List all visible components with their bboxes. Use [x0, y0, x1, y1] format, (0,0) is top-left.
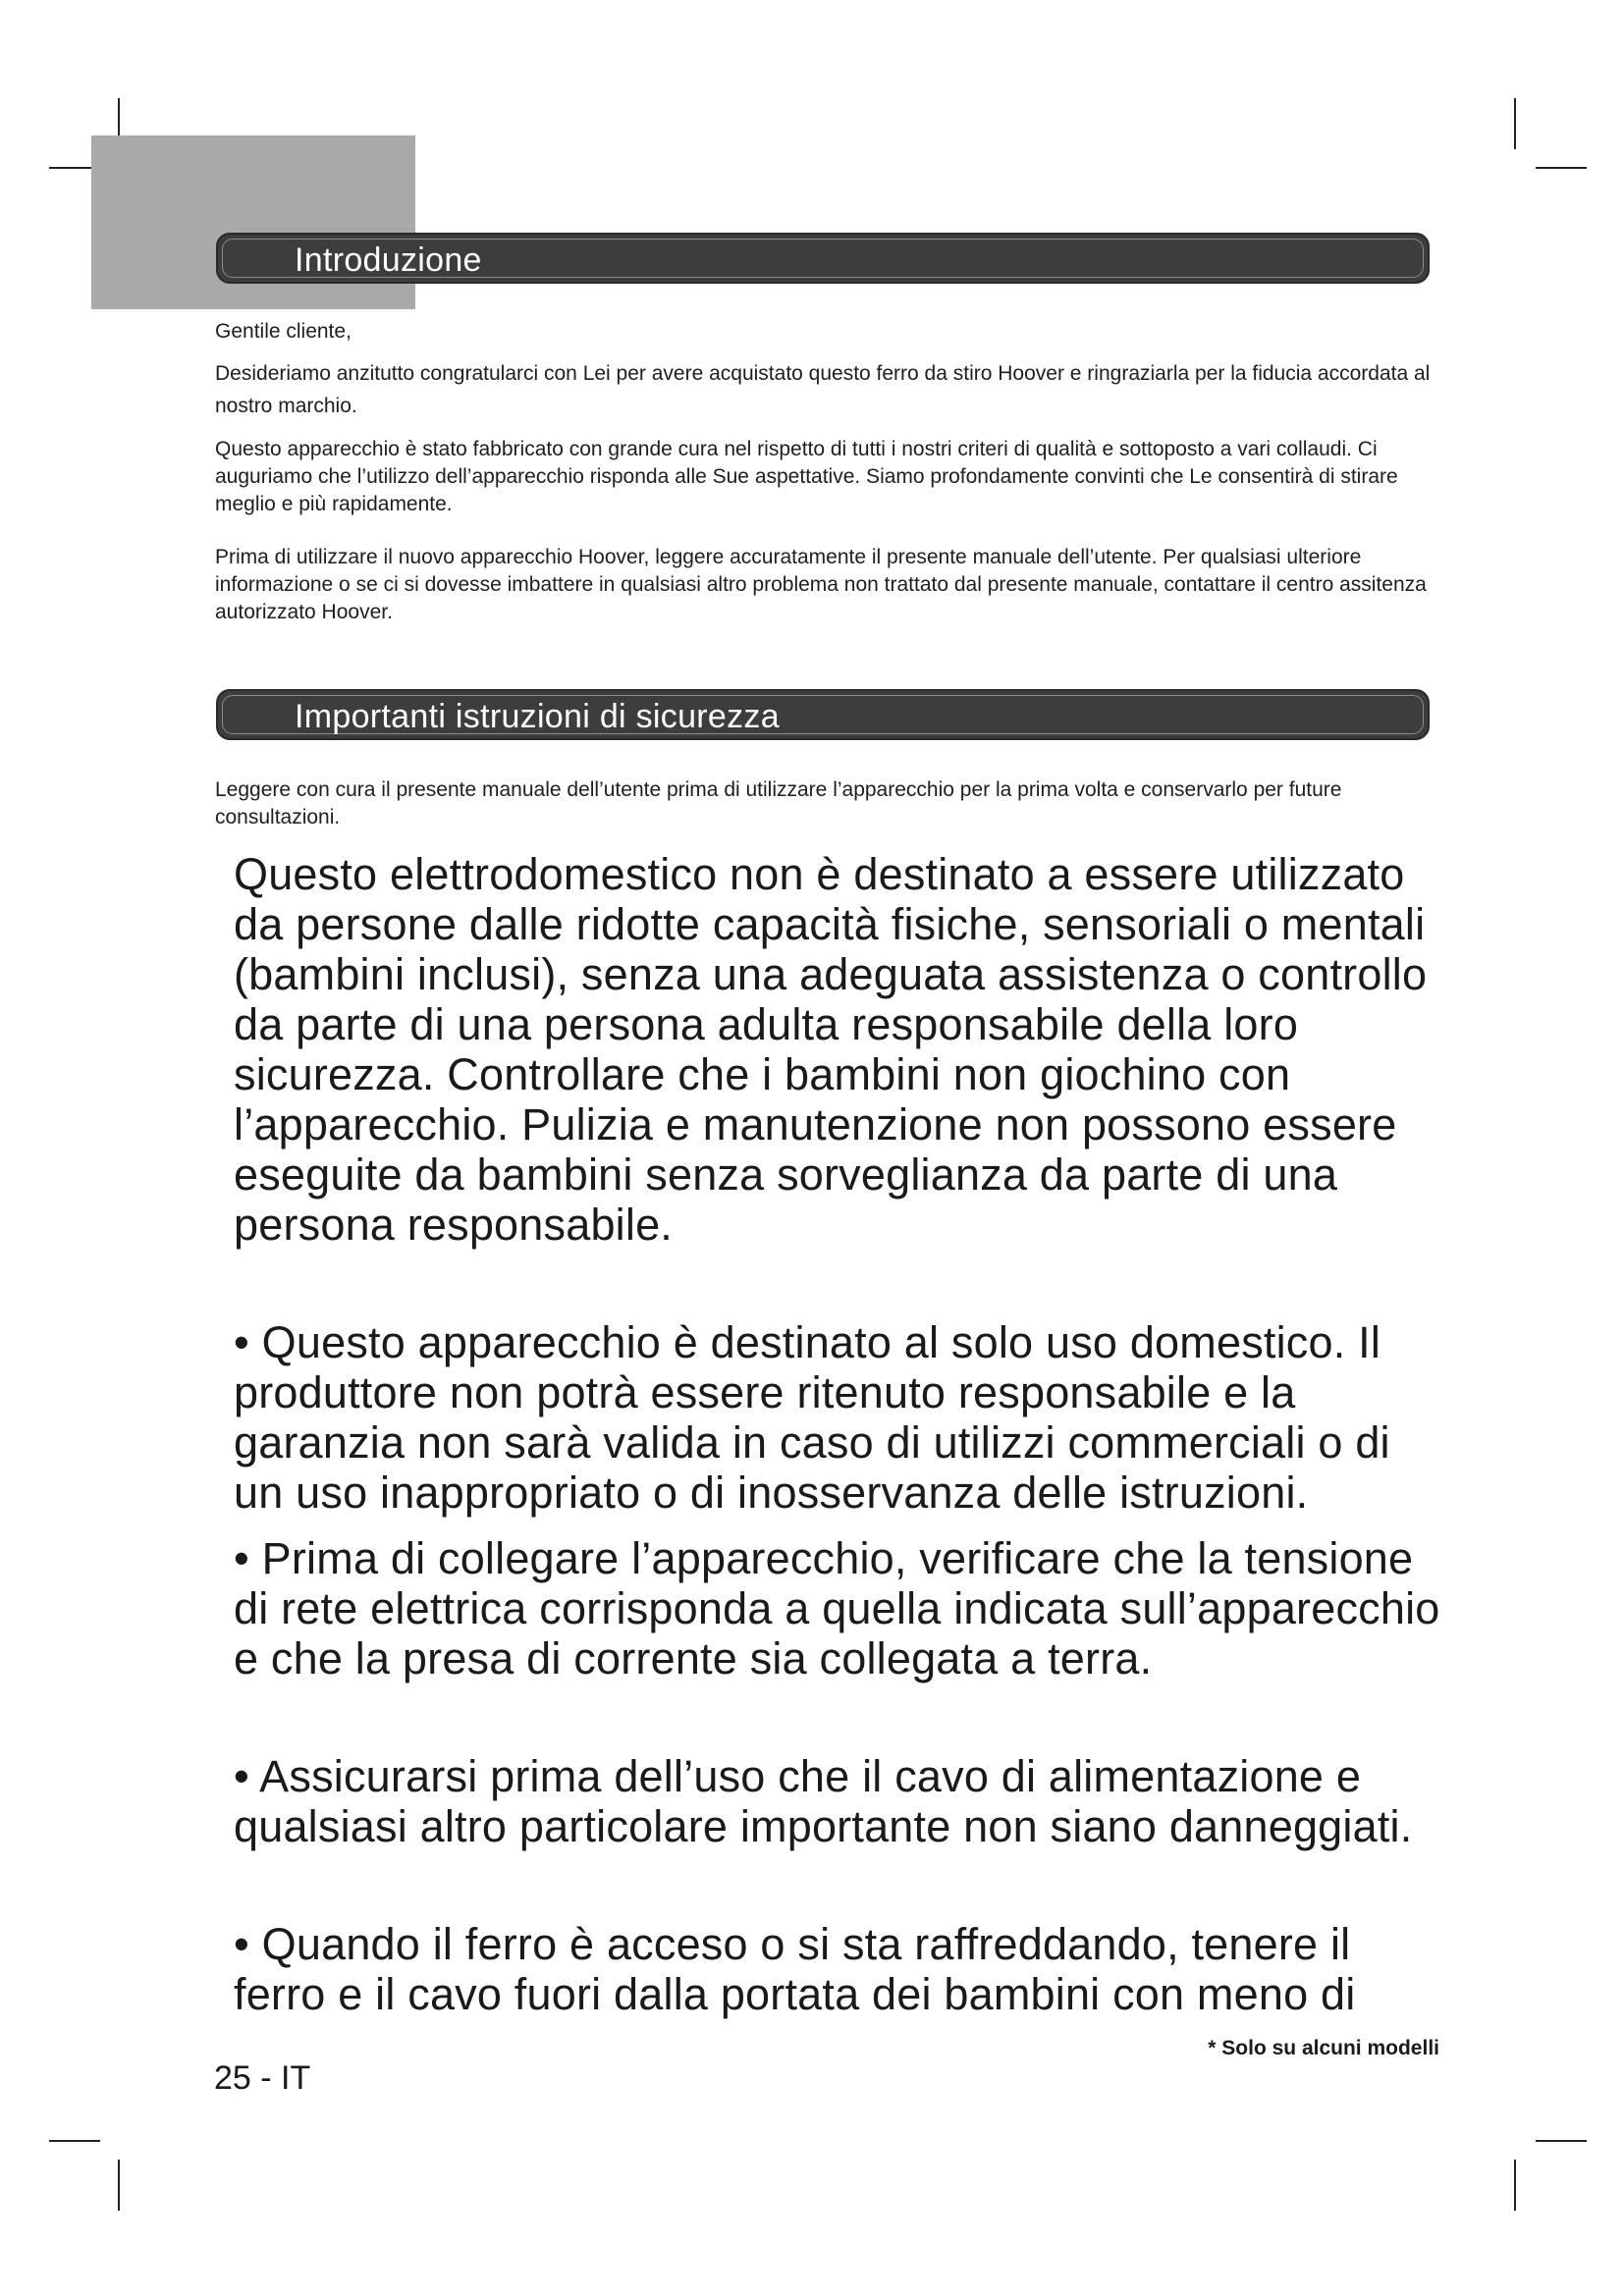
safety-bullet-cable-check: • Assicurarsi prima dell’uso che il cavo di alimentazione e qualsiasi altro particolare importante non siano danneggiati. — [234, 1751, 1413, 1851]
intro-greeting: Gentile cliente, — [215, 320, 352, 343]
crop-mark — [1536, 167, 1587, 169]
crop-mark — [118, 2160, 120, 2211]
safety-warning-paragraph: Questo elettrodomestico non è destinato a essere utilizzato da persone dalle ridotte capacità fisiche, sensoriali o mentali (bambini inclusi), senza una adeguata assistenza o controllo da parte di una persona adulta responsabile della loro sicurezza. Controllare che i bambini non giochino con l’apparecchio. Pulizia e manutenzione non possono essere eseguite da bambini senza sorveglianza da parte di una persona responsabile. — [234, 849, 1428, 1250]
safety-section-title: Importanti istruzioni di sicurezza — [295, 698, 780, 735]
crop-mark — [1514, 98, 1516, 149]
intro-paragraph-3: Prima di utilizzare il nuovo apparecchio Hoover, leggere accuratamente il presente manuale dell’utente. Per qualsiasi ulteriore informazione o se ci si dovesse imbattere in qualsiasi altro problema non trattato dal presente manuale, contattare il centro assitenza autorizzato Hoover. — [215, 546, 1427, 623]
crop-mark — [1536, 2140, 1587, 2142]
safety-bullet-voltage: • Prima di collegare l’apparecchio, verificare che la tensione di rete elettrica corrisponda a quella indicata sull’apparecchio e che la presa di corrente sia collegata a terra. — [234, 1533, 1440, 1683]
safety-intro-paragraph: Leggere con cura il presente manuale dell’utente prima di utilizzare l’apparecchio per la prima volta e conservarlo per future consultazioni. — [215, 778, 1342, 828]
safety-bullet-children: • Quando il ferro è acceso o si sta raffreddando, tenere il ferro e il cavo fuori dalla portata dei bambini con meno di — [234, 1919, 1356, 2019]
intro-section-title: Introduzione — [295, 241, 482, 279]
safety-bullet-domestic-use: • Questo apparecchio è destinato al solo uso domestico. Il produttore non potrà essere ritenuto responsabile e la garanzia non sarà valida in caso di utilizzi commerciali o di un uso inappropriato o di inosservanza delle istruzioni. — [234, 1317, 1390, 1518]
crop-mark — [1514, 2160, 1516, 2211]
intro-paragraph-1: Desideriamo anzitutto congratularci con Lei per avere acquistato questo ferro da stiro Hoover e ringraziarla per la fiducia accordata al nostro marchio. — [215, 362, 1431, 417]
crop-mark — [49, 2140, 100, 2142]
footnote-some-models: * Solo su alcuni modelli — [1208, 2037, 1439, 2059]
page-number: 25 - IT — [214, 2059, 311, 2097]
safety-section-header — [216, 689, 1430, 740]
intro-section-header — [216, 233, 1430, 284]
intro-paragraph-2: Questo apparecchio è stato fabbricato con grande cura nel rispetto di tutti i nostri criteri di qualità e sottoposto a vari collaudi. Ci auguriamo che l’utilizzo dell’apparecchio risponda alle Sue aspettative. Siamo profondamente convinti che Le consentirà di stirare meglio e più rapidamente. — [215, 438, 1398, 515]
